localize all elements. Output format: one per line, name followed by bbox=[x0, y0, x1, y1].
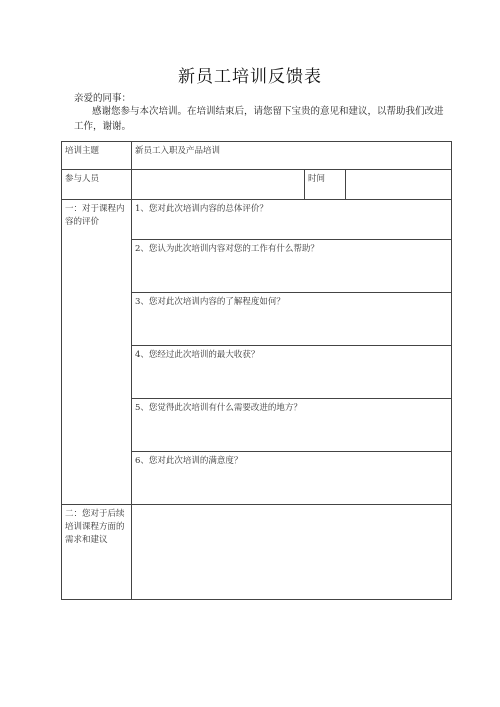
question-2-text: 2、您认为此次培训内容对您的工作有什么帮助？ bbox=[135, 244, 319, 254]
section1-label-text: 一：对于课程内容的评价 bbox=[65, 204, 125, 227]
question-4-field[interactable] bbox=[132, 346, 452, 399]
participants-label: 参与人员 bbox=[62, 170, 132, 200]
question-1-field[interactable] bbox=[132, 200, 452, 240]
question-3-field[interactable] bbox=[132, 293, 452, 346]
section2-field[interactable] bbox=[132, 505, 452, 600]
participants-field[interactable] bbox=[132, 170, 305, 200]
question-5-text: 5、您觉得此次培训有什么需要改进的地方？ bbox=[135, 403, 302, 413]
section2-row bbox=[62, 505, 452, 600]
question-row bbox=[62, 200, 452, 240]
greeting: 亲爱的同事： bbox=[74, 93, 132, 104]
intro-paragraph: 感谢您参与本次培训。在培训结束后，请您留下宝贵的意见和建议，以帮助我们改进工作，谢谢。 bbox=[74, 106, 444, 132]
topic-row bbox=[62, 142, 452, 170]
section2-label-text: 二：您对于后续培训课程方面的需求和建议 bbox=[65, 509, 125, 545]
question-6-field[interactable] bbox=[132, 452, 452, 505]
time-label: 时间 bbox=[305, 170, 346, 200]
question-4-text: 4、您经过此次培训的最大收获？ bbox=[135, 350, 260, 360]
topic-label: 培训主题 bbox=[62, 142, 132, 170]
feedback-form-table bbox=[61, 141, 452, 600]
topic-value[interactable]: 新员工入职及产品培训 bbox=[132, 142, 452, 170]
question-5-field[interactable] bbox=[132, 399, 452, 452]
question-2-field[interactable] bbox=[132, 240, 452, 293]
time-field[interactable] bbox=[346, 170, 452, 200]
participants-row bbox=[62, 170, 452, 200]
question-1-text: 1、您对此次培训内容的总体评价？ bbox=[135, 204, 268, 214]
page-title: 新员工培训反馈表 bbox=[178, 67, 322, 87]
question-3-text: 3、您对此次培训内容的了解程度如何？ bbox=[135, 297, 285, 307]
section2-label bbox=[62, 505, 132, 600]
question-6-text: 6、您对此次培训的满意度？ bbox=[135, 456, 243, 466]
section1-label bbox=[62, 200, 132, 505]
